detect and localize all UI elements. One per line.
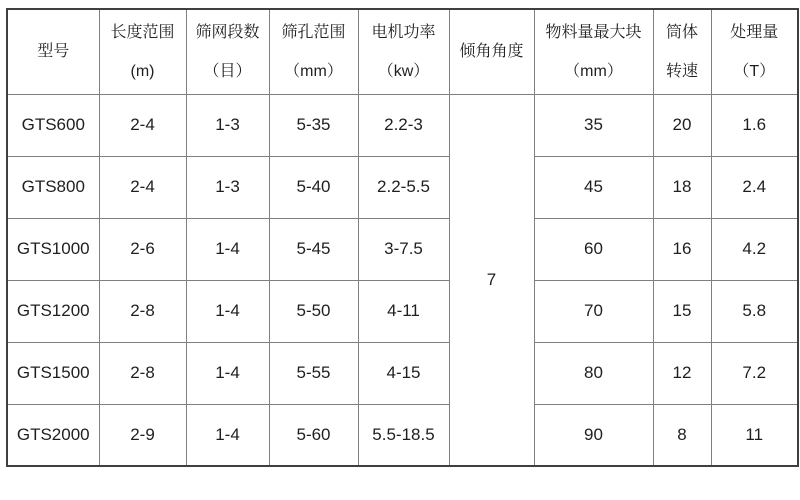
header-label: 筛网段数	[195, 23, 260, 41]
cell-max-block-mm: 80	[534, 342, 653, 404]
header-unit: （mm）	[284, 62, 343, 80]
table-body	[7, 94, 798, 466]
cell-motor-power-kw: 3-7.5	[358, 218, 449, 280]
cell-hole-range-mm: 5-45	[269, 218, 358, 280]
header-label: 物料量最大块	[545, 23, 642, 41]
cell-model: GTS800	[7, 156, 99, 218]
cell-drum-speed: 18	[653, 156, 711, 218]
cell-hole-range-mm: 5-60	[269, 404, 358, 466]
header-unit: （T）	[733, 62, 776, 80]
cell-capacity-t: 4.2	[711, 218, 798, 280]
table-header	[7, 9, 798, 94]
cell-hole-range-mm: 5-55	[269, 342, 358, 404]
header-unit: （kw）	[377, 62, 430, 80]
header-label: 长度范围	[110, 23, 175, 41]
cell-length-range-m: 2-4	[99, 94, 186, 156]
cell-hole-range-mm: 5-35	[269, 94, 358, 156]
cell-max-block-mm: 90	[534, 404, 653, 466]
header-label: 倾角角度	[459, 43, 524, 61]
col-header-motor-power	[358, 9, 449, 94]
cell-max-block-mm: 70	[534, 280, 653, 342]
cell-capacity-t: 2.4	[711, 156, 798, 218]
header-unit: （mm）	[564, 62, 623, 80]
header-row	[7, 9, 798, 94]
table-row	[7, 280, 798, 342]
cell-capacity-t: 11	[711, 404, 798, 466]
cell-hole-range-mm: 5-50	[269, 280, 358, 342]
header-label: 转速	[665, 62, 698, 80]
header-unit: （目）	[203, 62, 252, 80]
cell-length-range-m: 2-9	[99, 404, 186, 466]
cell-length-range-m: 2-8	[99, 342, 186, 404]
cell-model: GTS1000	[7, 218, 99, 280]
cell-screen-sections: 1-4	[186, 218, 269, 280]
cell-model: GTS1200	[7, 280, 99, 342]
table-row	[7, 156, 798, 218]
header-label: 型号	[37, 43, 70, 61]
col-header-length-range	[99, 9, 186, 94]
cell-motor-power-kw: 4-11	[358, 280, 449, 342]
cell-length-range-m: 2-4	[99, 156, 186, 218]
cell-length-range-m: 2-6	[99, 218, 186, 280]
cell-drum-speed: 8	[653, 404, 711, 466]
cell-screen-sections: 1-3	[186, 156, 269, 218]
col-header-drum-speed	[653, 9, 711, 94]
table-row	[7, 342, 798, 404]
cell-capacity-t: 1.6	[711, 94, 798, 156]
cell-drum-speed: 15	[653, 280, 711, 342]
cell-screen-sections: 1-3	[186, 94, 269, 156]
cell-motor-power-kw: 5.5-18.5	[358, 404, 449, 466]
header-label: 筒体	[665, 23, 698, 41]
cell-motor-power-kw: 2.2-5.5	[358, 156, 449, 218]
cell-motor-power-kw: 2.2-3	[358, 94, 449, 156]
cell-hole-range-mm: 5-40	[269, 156, 358, 218]
cell-capacity-t: 7.2	[711, 342, 798, 404]
cell-max-block-mm: 60	[534, 218, 653, 280]
col-header-model	[7, 9, 99, 94]
cell-drum-speed: 16	[653, 218, 711, 280]
table-row	[7, 404, 798, 466]
cell-drum-speed: 12	[653, 342, 711, 404]
col-header-hole-range	[269, 9, 358, 94]
cell-motor-power-kw: 4-15	[358, 342, 449, 404]
table-row	[7, 218, 798, 280]
header-label: 筛孔范围	[281, 23, 346, 41]
col-header-incline-angle	[449, 9, 534, 94]
cell-incline-angle-merged: 7	[449, 94, 534, 466]
cell-model: GTS2000	[7, 404, 99, 466]
cell-screen-sections: 1-4	[186, 342, 269, 404]
cell-capacity-t: 5.8	[711, 280, 798, 342]
cell-model: GTS600	[7, 94, 99, 156]
table-row	[7, 94, 798, 156]
cell-max-block-mm: 35	[534, 94, 653, 156]
page-canvas	[0, 8, 800, 500]
spec-table	[6, 8, 799, 467]
col-header-max-block	[534, 9, 653, 94]
cell-model: GTS1500	[7, 342, 99, 404]
col-header-screen-sections	[186, 9, 269, 94]
col-header-capacity	[711, 9, 798, 94]
header-label: 处理量	[730, 23, 779, 41]
header-label: 电机功率	[371, 23, 436, 41]
cell-length-range-m: 2-8	[99, 280, 186, 342]
cell-screen-sections: 1-4	[186, 280, 269, 342]
cell-screen-sections: 1-4	[186, 404, 269, 466]
cell-max-block-mm: 45	[534, 156, 653, 218]
header-unit: (m)	[130, 62, 155, 80]
cell-drum-speed: 20	[653, 94, 711, 156]
